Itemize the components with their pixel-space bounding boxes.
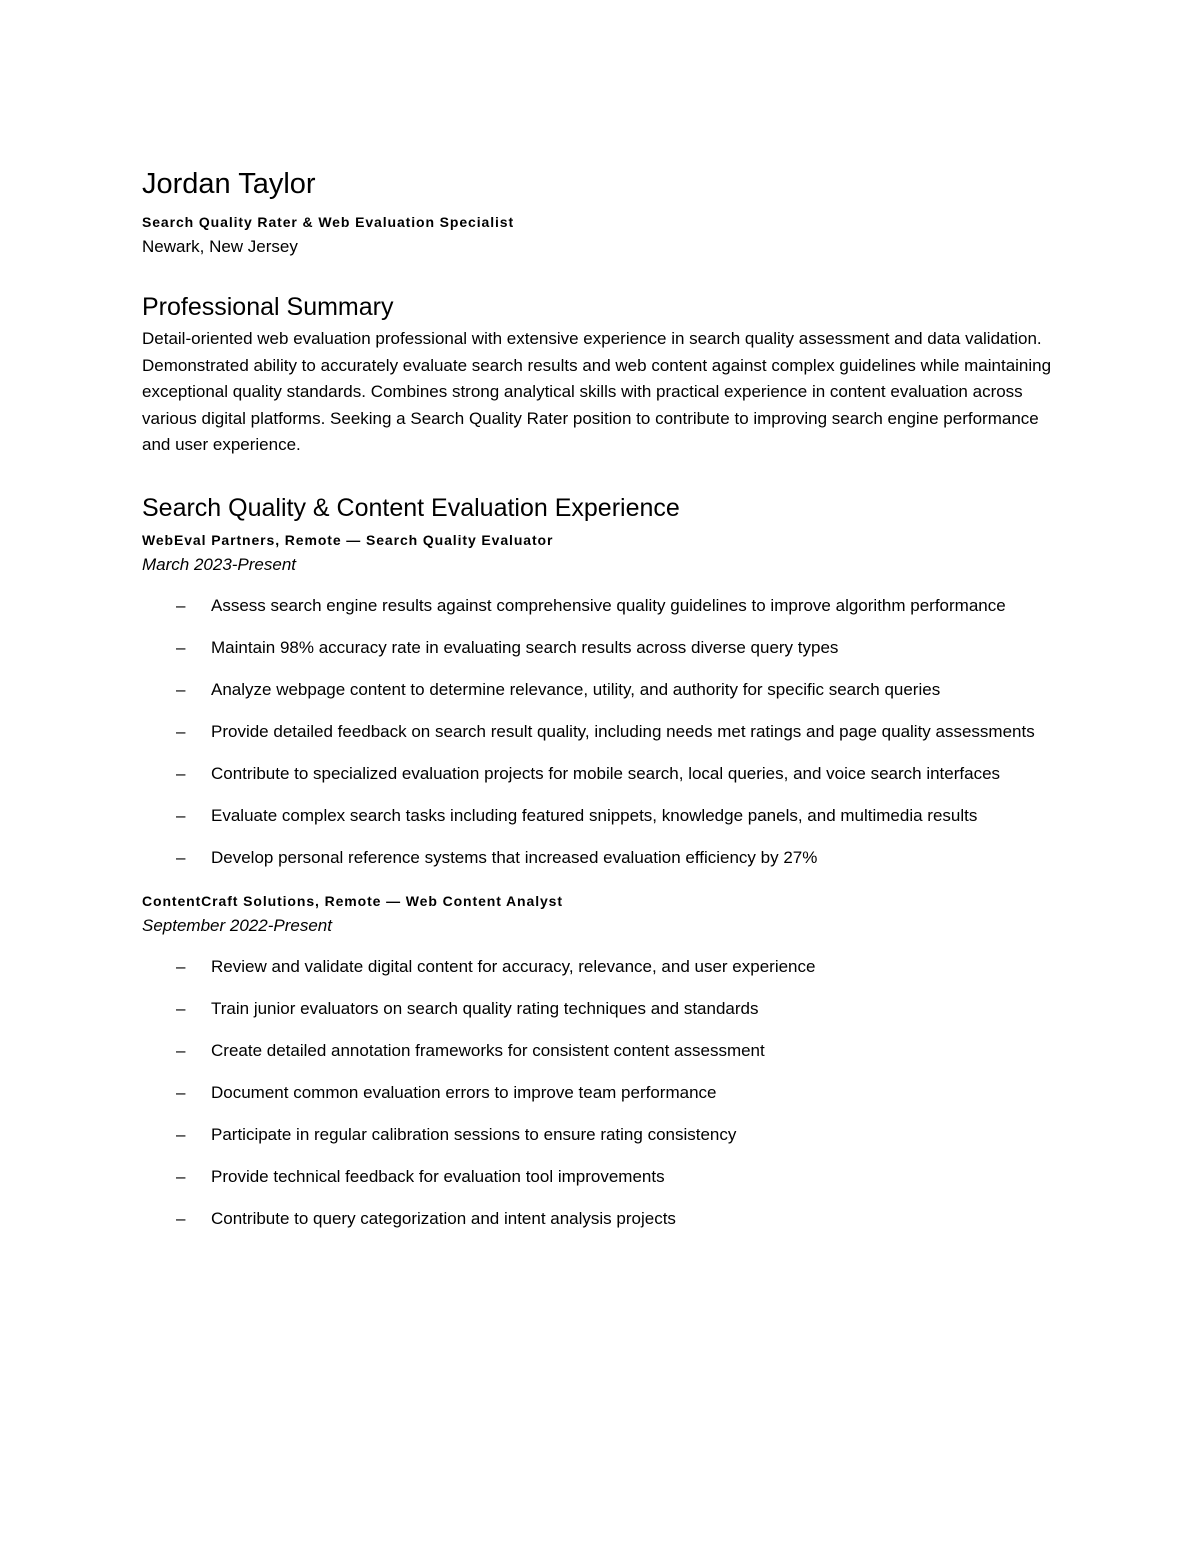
summary-heading: Professional Summary [142,293,394,321]
dash-bullet-icon: – [176,721,186,741]
dash-bullet-icon: – [176,847,186,867]
dash-bullet-icon: – [176,1083,186,1102]
bullet-text: Provide technical feedback for evaluation tool improvements [211,1167,665,1186]
dash-bullet-icon: – [176,679,186,699]
job-bullet-list [142,593,1062,872]
bullet-text: Train junior evaluators on search quality rating techniques and standards [211,999,759,1018]
bullet-text: Create detailed annotation frameworks for consistent content assessment [211,1041,765,1060]
dash-bullet-icon: – [176,1167,186,1186]
job-bullet-list [142,954,1062,1233]
list-item [142,635,1062,662]
experience-heading: Search Quality & Content Evaluation Experience [142,493,680,522]
list-item [142,803,1062,830]
bullet-text: Contribute to query categorization and intent analysis projects [211,1209,676,1228]
bullet-text: Analyze webpage content to determine relevance, utility, and authority for specific search queries [211,679,941,699]
list-item [142,719,1062,746]
list-item [142,954,1062,981]
bullet-text: Develop personal reference systems that increased evaluation efficiency by 27% [211,847,818,867]
list-item [142,1164,1062,1191]
candidate-location: Newark, New Jersey [142,237,298,256]
dash-bullet-icon: – [176,1125,186,1144]
dash-bullet-icon: – [176,957,186,976]
list-item [142,593,1062,620]
bullet-text: Review and validate digital content for accuracy, relevance, and user experience [211,957,816,976]
candidate-title: Search Quality Rater & Web Evaluation Specialist [142,214,515,230]
bullet-text: Evaluate complex search tasks including featured snippets, knowledge panels, and multimedia results [211,805,978,825]
job-entry-webeval [142,530,1062,872]
list-item [142,1080,1062,1107]
dash-bullet-icon: – [176,637,186,657]
bullet-text: Participate in regular calibration sessions to ensure rating consistency [211,1125,737,1144]
dash-bullet-icon: – [176,999,186,1018]
job-dates: September 2022-Present [142,916,332,935]
list-item [142,996,1062,1023]
list-item [142,1122,1062,1149]
job-title: WebEval Partners, Remote — Search Quality Evaluator [142,531,554,548]
job-entry-contentcraft [142,891,1062,1233]
list-item [142,677,1062,704]
list-item [142,1206,1062,1233]
bullet-text: Maintain 98% accuracy rate in evaluating search results across diverse query types [211,637,839,657]
job-dates: March 2023-Present [142,554,297,574]
dash-bullet-icon: – [176,1209,186,1228]
list-item [142,845,1062,872]
summary-text: Detail-oriented web evaluation professional with extensive experience in search quality assessment and data validation. Demonstrated ability to accurately evaluate search results and web content against complex guidelines while maintaining exceptional quality standards. Combines strong analytical skills with practical experience in content evaluation across various digital platforms. Seeking a Search Quality Rater position to contribute to improving search engine performance and user experience. [142,329,1052,454]
bullet-text: Document common evaluation errors to improve team performance [211,1083,717,1102]
bullet-text: Assess search engine results against comprehensive quality guidelines to improve algorithm performance [211,595,1006,615]
bullet-text: Provide detailed feedback on search result quality, including needs met ratings and page quality assessments [211,721,1035,741]
list-item [142,1038,1062,1065]
dash-bullet-icon: – [176,763,186,783]
dash-bullet-icon: – [176,805,186,825]
dash-bullet-icon: – [176,1041,186,1060]
candidate-name: Jordan Taylor [142,168,316,200]
job-title: ContentCraft Solutions, Remote — Web Content Analyst [142,893,563,909]
list-item [142,761,1062,788]
dash-bullet-icon: – [176,595,186,615]
bullet-text: Contribute to specialized evaluation projects for mobile search, local queries, and voice search interfaces [211,763,1001,783]
resume-page [142,166,1062,1248]
